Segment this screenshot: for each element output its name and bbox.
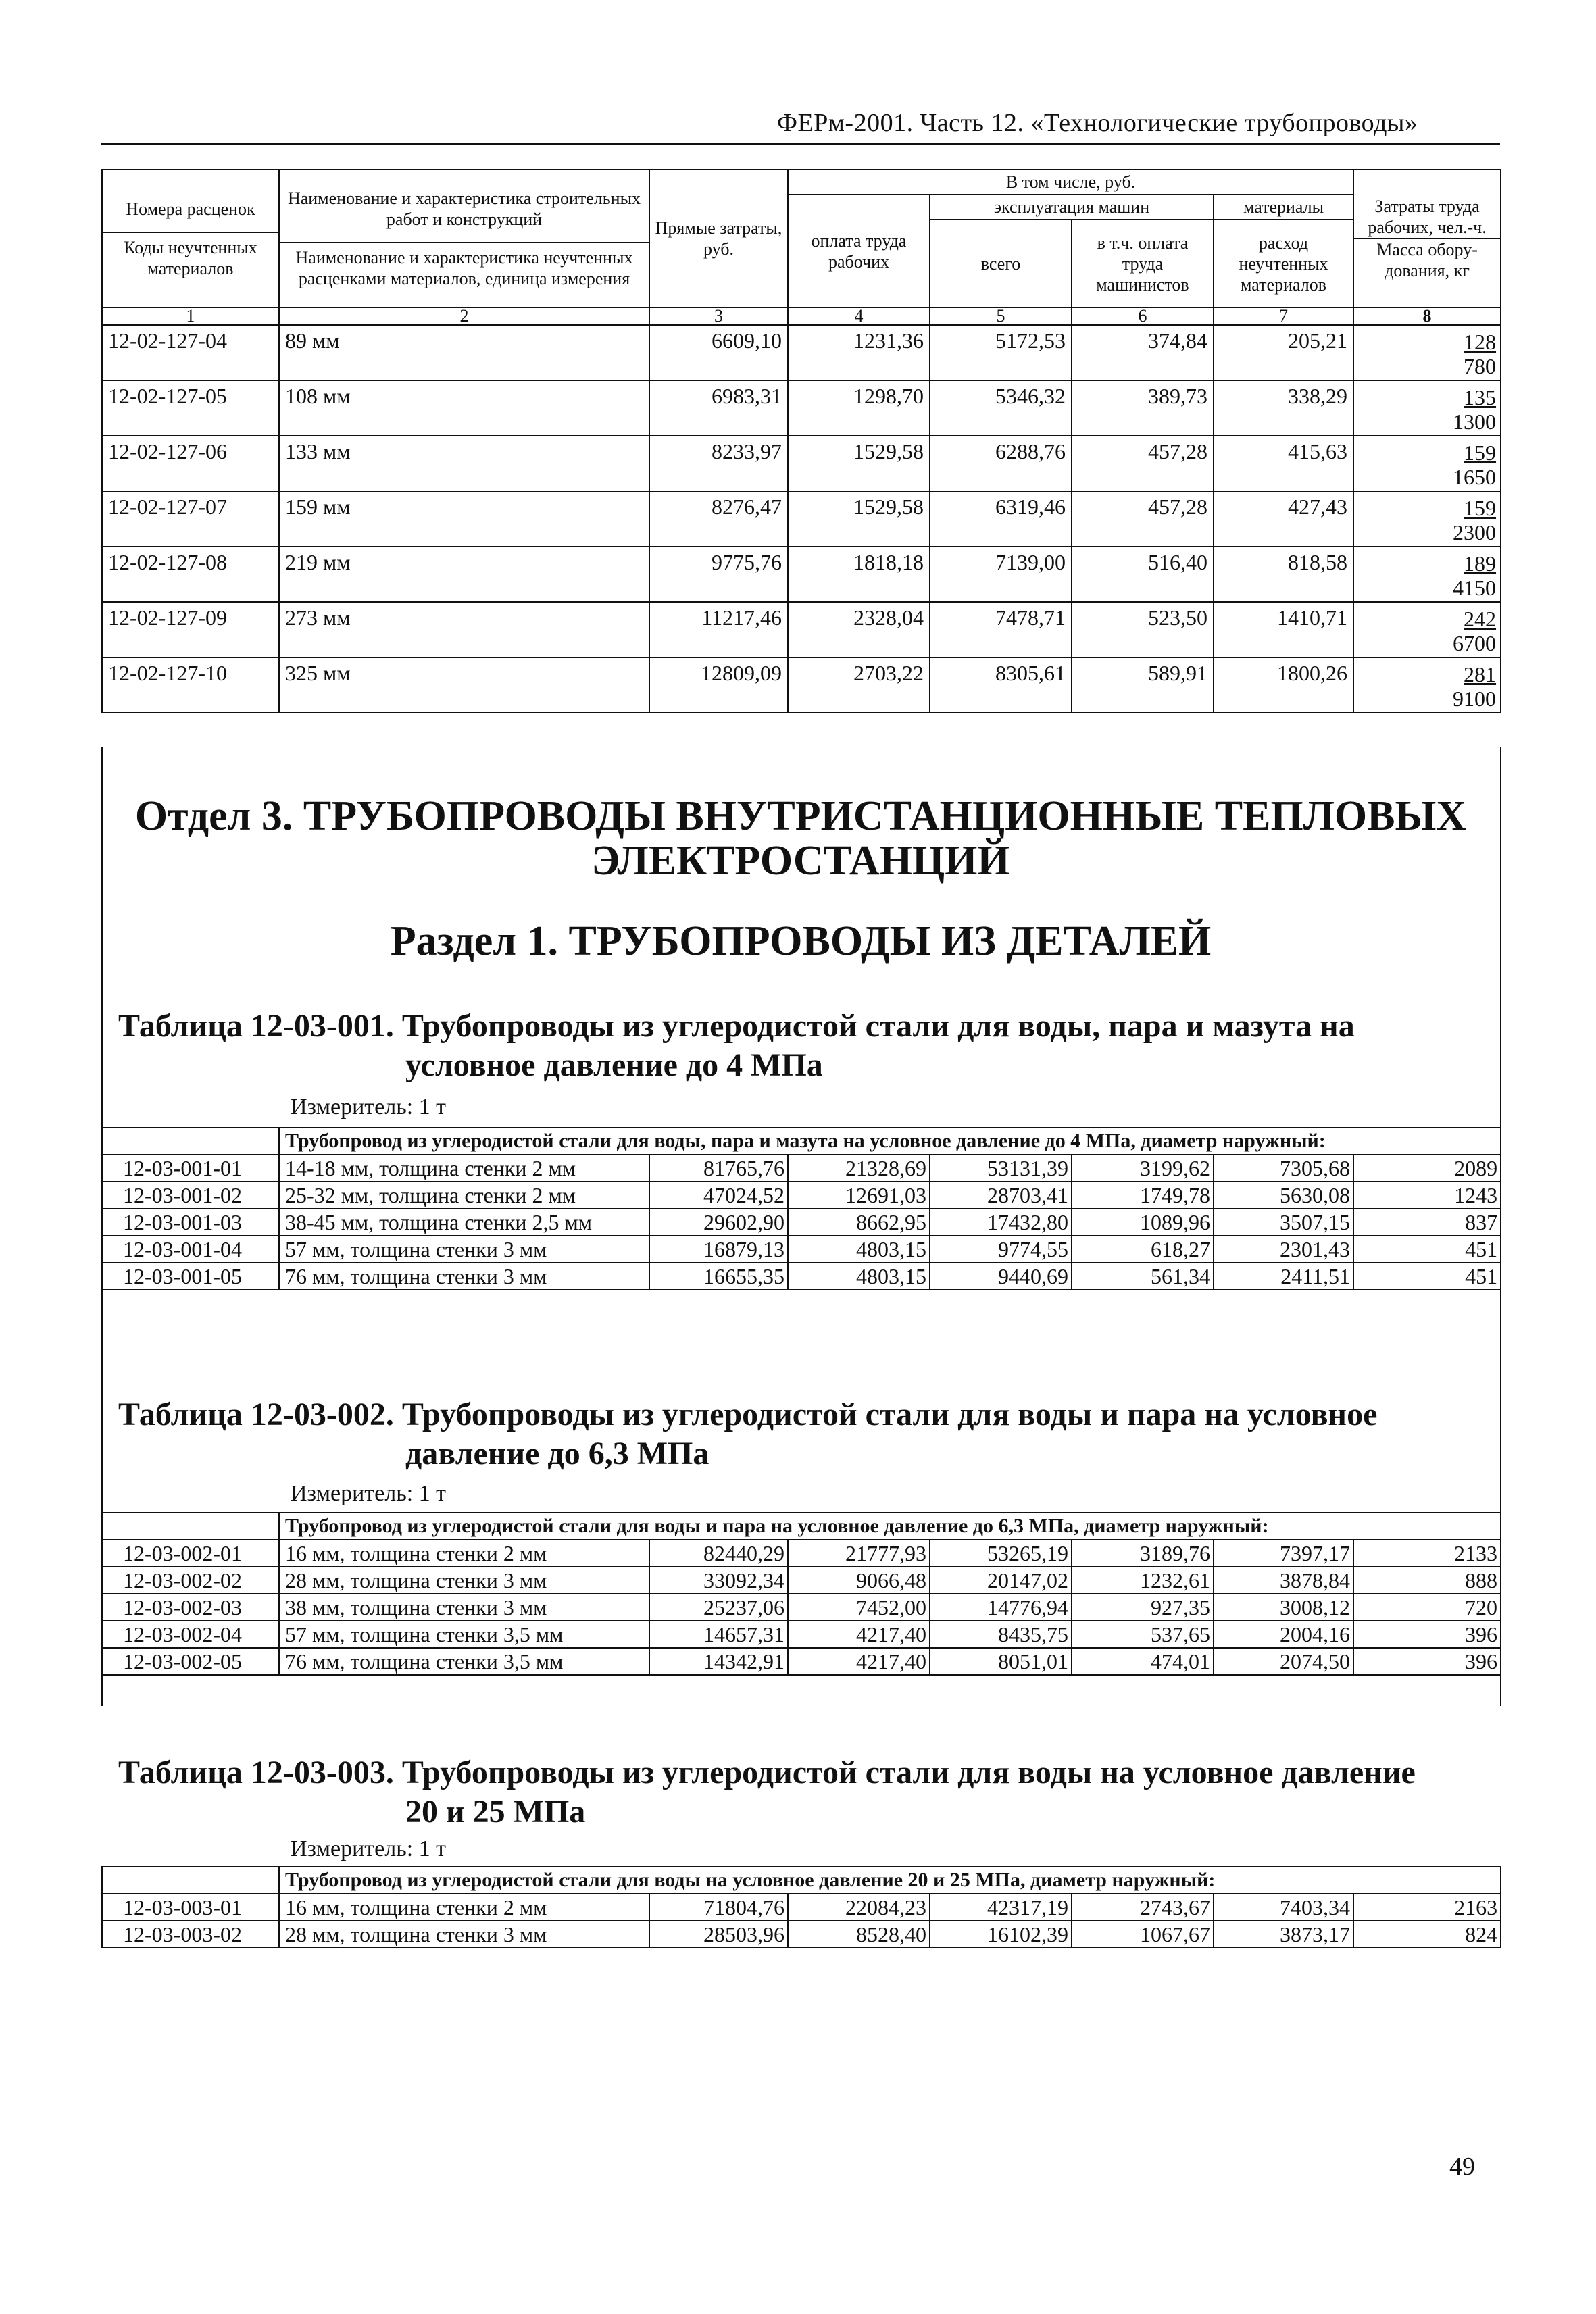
measure-003: Измеритель: 1 т [291,1836,447,1861]
direct-cost: 33092,34 [649,1567,788,1594]
worker-pay: 4803,15 [788,1236,930,1263]
rate-name: 38-45 мм, толщина стенки 2,5 мм [279,1209,649,1236]
machine-cost: 9440,69 [930,1263,1072,1290]
materials-cost: 3507,15 [1214,1209,1353,1236]
rate-name: 16 мм, толщина стенки 2 мм [279,1894,649,1921]
labor-hours: 128 [1464,330,1497,354]
direct-cost: 71804,76 [649,1894,788,1921]
materials-cost: 2004,16 [1214,1621,1353,1648]
machinist-pay: 374,84 [1072,325,1214,380]
equipment-mass: 4150 [1453,576,1497,600]
rate-code: 12-03-002-01 [102,1540,279,1567]
rate-code: 12-03-003-02 [102,1921,279,1948]
table-caption: Трубопровод из углеродистой стали для воды, пара и мазута на условное давление до 4 МПа, диаметр наружный: [279,1128,1501,1155]
machinist-pay: 516,40 [1072,547,1214,602]
machinist-pay: 457,28 [1072,436,1214,491]
table-row [102,1236,1501,1263]
table-title-002: Таблица 12-03-002. Трубопроводы из углеродистой стали для воды и пара на условное давление до 6,3 МПа [118,1397,1378,1472]
rate-name: 133 мм [279,436,649,491]
rate-code: 12-02-127-06 [102,436,279,491]
table-row [102,491,1501,547]
table-001 [101,1127,1501,1290]
table-row [102,436,1501,491]
direct-cost: 9775,76 [649,547,788,602]
worker-pay: 12691,03 [788,1182,930,1209]
rate-code: 12-03-001-01 [102,1155,279,1182]
materials-cost: 1410,71 [1214,602,1353,657]
machinist-pay: 3189,76 [1072,1540,1214,1567]
labor-hours: 451 [1353,1236,1501,1263]
table-row [102,602,1501,657]
table-row [102,1209,1501,1236]
rate-code: 12-02-127-08 [102,547,279,602]
machine-cost: 6319,46 [930,491,1072,547]
rate-name: 108 мм [279,380,649,436]
table-row [102,1182,1501,1209]
machinist-pay: 618,27 [1072,1236,1214,1263]
table-title-003: Таблица 12-03-003. Трубопроводы из углеродистой стали для воды на условное давление 20 и 25 МПа [118,1755,1416,1830]
caption-blank [102,1513,279,1540]
direct-cost: 6983,31 [649,380,788,436]
machine-cost: 16102,39 [930,1921,1072,1948]
labor-hours: 396 [1353,1648,1501,1675]
machinist-pay: 589,91 [1072,657,1214,713]
direct-cost: 25237,06 [649,1594,788,1621]
machinist-pay: 389,73 [1072,380,1214,436]
direct-cost: 28503,96 [649,1921,788,1948]
machine-cost: 17432,80 [930,1209,1072,1236]
measure-002: Измеритель: 1 т [291,1481,447,1506]
rate-code: 12-02-127-07 [102,491,279,547]
rate-code: 12-02-127-10 [102,657,279,713]
machine-cost: 5172,53 [930,325,1072,380]
caption-row [102,1867,1501,1894]
rate-code: 12-03-001-03 [102,1209,279,1236]
table-caption: Трубопровод из углеродистой стали для воды на условное давление 20 и 25 МПа, диаметр наружный: [279,1867,1501,1894]
worker-pay: 4217,40 [788,1621,930,1648]
section-title: Раздел 1. ТРУБОПРОВОДЫ ИЗ ДЕТАЛЕЙ [390,918,1212,964]
equipment-mass: 1650 [1453,465,1497,489]
table-row [102,1263,1501,1290]
machine-cost: 9774,55 [930,1236,1072,1263]
caption-row [102,1128,1501,1155]
machinist-pay: 537,65 [1072,1621,1214,1648]
machine-cost: 8435,75 [930,1621,1072,1648]
equipment-mass: 1300 [1453,409,1497,434]
header-materials-sub: расход неучтенных материалов [1214,220,1353,307]
labor-hours: 135 [1464,385,1497,409]
header-machines: эксплуатация машин [930,195,1214,220]
labor-hours: 281 [1464,662,1497,686]
labor-hours: 189 [1464,551,1497,576]
table-row [102,1921,1501,1948]
direct-cost: 14657,31 [649,1621,788,1648]
direct-cost: 29602,90 [649,1209,788,1236]
materials-cost: 338,29 [1214,380,1353,436]
worker-pay: 1529,58 [788,491,930,547]
column-number-row: 1 2 3 4 5 6 7 8 [102,307,1501,325]
rate-name: 16 мм, толщина стенки 2 мм [279,1540,649,1567]
table-row [102,1594,1501,1621]
header-names: Наименование и характеристика строительных работ и конструкций Наименование и характеристика неучтенных расценками материалов, единица измерения [279,170,649,307]
table-row [102,1621,1501,1648]
rate-code: 12-02-127-05 [102,380,279,436]
labor-hours: 888 [1353,1567,1501,1594]
machinist-pay: 927,35 [1072,1594,1214,1621]
worker-pay: 22084,23 [788,1894,930,1921]
rate-code: 12-03-003-01 [102,1894,279,1921]
machine-cost: 7478,71 [930,602,1072,657]
rate-code: 12-02-127-09 [102,602,279,657]
header-group: В том числе, руб. [788,170,1353,195]
rate-code: 12-03-001-05 [102,1263,279,1290]
page-number: 49 [1449,2153,1475,2181]
table-row [102,380,1501,436]
materials-cost: 2411,51 [1214,1263,1353,1290]
machine-cost: 28703,41 [930,1182,1072,1209]
machinist-pay: 523,50 [1072,602,1214,657]
worker-pay: 9066,48 [788,1567,930,1594]
materials-cost: 205,21 [1214,325,1353,380]
machinist-pay: 1232,61 [1072,1567,1214,1594]
labor-hours: 2133 [1353,1540,1501,1567]
direct-cost: 16879,13 [649,1236,788,1263]
machinist-pay: 561,34 [1072,1263,1214,1290]
materials-cost: 3008,12 [1214,1594,1353,1621]
direct-cost: 47024,52 [649,1182,788,1209]
materials-cost: 7403,34 [1214,1894,1353,1921]
worker-pay: 2328,04 [788,602,930,657]
rate-code: 12-03-002-02 [102,1567,279,1594]
labor-hours: 159 [1464,496,1497,520]
direct-cost: 8233,97 [649,436,788,491]
labor-hours: 451 [1353,1263,1501,1290]
table-row [102,1894,1501,1921]
machine-cost: 14776,94 [930,1594,1072,1621]
rate-name: 89 мм [279,325,649,380]
rate-name: 57 мм, толщина стенки 3,5 мм [279,1621,649,1648]
machine-cost: 20147,02 [930,1567,1072,1594]
header-rule [101,143,1500,145]
rate-name: 76 мм, толщина стенки 3 мм [279,1263,649,1290]
materials-cost: 5630,08 [1214,1182,1353,1209]
labor-mass-cell [1353,547,1501,602]
machine-cost: 53265,19 [930,1540,1072,1567]
machine-cost: 53131,39 [930,1155,1072,1182]
direct-cost: 14342,91 [649,1648,788,1675]
table-row [102,325,1501,380]
table-row [102,1648,1501,1675]
table-002 [101,1512,1501,1676]
machinist-pay: 3199,62 [1072,1155,1214,1182]
table-row [102,1540,1501,1567]
materials-cost: 3878,84 [1214,1567,1353,1594]
running-header: ФЕРм-2001. Часть 12. «Технологические трубопроводы» [777,109,1418,137]
rate-name: 57 мм, толщина стенки 3 мм [279,1236,649,1263]
table-row [102,1155,1501,1182]
direct-cost: 12809,09 [649,657,788,713]
direct-cost: 6609,10 [649,325,788,380]
header-machines-total: всего [930,220,1072,307]
rate-code: 12-03-002-04 [102,1621,279,1648]
labor-hours: 824 [1353,1921,1501,1948]
materials-cost: 2301,43 [1214,1236,1353,1263]
machinist-pay: 457,28 [1072,491,1214,547]
machinist-pay: 1089,96 [1072,1209,1214,1236]
worker-pay: 1529,58 [788,436,930,491]
worker-pay: 21328,69 [788,1155,930,1182]
equipment-mass: 2300 [1453,520,1497,545]
machinist-pay: 474,01 [1072,1648,1214,1675]
direct-cost: 16655,35 [649,1263,788,1290]
machine-cost: 8051,01 [930,1648,1072,1675]
direct-cost: 8276,47 [649,491,788,547]
machine-cost: 8305,61 [930,657,1072,713]
materials-cost: 427,43 [1214,491,1353,547]
worker-pay: 1818,18 [788,547,930,602]
worker-pay: 7452,00 [788,1594,930,1621]
caption-blank [102,1128,279,1155]
materials-cost: 818,58 [1214,547,1353,602]
labor-mass-cell [1353,325,1501,380]
machine-cost: 5346,32 [930,380,1072,436]
labor-hours: 396 [1353,1621,1501,1648]
rate-name: 159 мм [279,491,649,547]
rate-code: 12-03-002-03 [102,1594,279,1621]
rate-name: 25-32 мм, толщина стенки 2 мм [279,1182,649,1209]
header-labor: Затраты труда рабочих, чел.-ч. Масса обору-дования, кг [1353,170,1501,307]
worker-pay: 4803,15 [788,1263,930,1290]
machine-cost: 7139,00 [930,547,1072,602]
equipment-mass: 9100 [1453,686,1497,711]
direct-cost: 82440,29 [649,1540,788,1567]
header-pay: оплата труда рабочих [788,195,930,307]
table-row [102,1567,1501,1594]
labor-mass-cell [1353,436,1501,491]
materials-cost: 3873,17 [1214,1921,1353,1948]
table-003 [101,1866,1501,1948]
header-materials: материалы [1214,195,1353,220]
header-direct-costs: Прямые затраты, руб. [649,170,788,307]
rate-code: 12-03-001-04 [102,1236,279,1263]
rate-name: 28 мм, толщина стенки 3 мм [279,1567,649,1594]
header-machines-pay: в т.ч. оплата труда машинистов [1072,220,1214,307]
labor-hours: 720 [1353,1594,1501,1621]
labor-mass-cell [1353,602,1501,657]
labor-hours: 1243 [1353,1182,1501,1209]
worker-pay: 2703,22 [788,657,930,713]
worker-pay: 1298,70 [788,380,930,436]
rate-name: 273 мм [279,602,649,657]
labor-mass-cell [1353,657,1501,713]
worker-pay: 21777,93 [788,1540,930,1567]
labor-mass-cell [1353,380,1501,436]
machinist-pay: 1749,78 [1072,1182,1214,1209]
machinist-pay: 1067,67 [1072,1921,1214,1948]
rates-table-continued [101,169,1501,713]
labor-hours: 159 [1464,441,1497,465]
rate-code: 12-03-001-02 [102,1182,279,1209]
labor-hours: 837 [1353,1209,1501,1236]
direct-cost: 11217,46 [649,602,788,657]
rate-code: 12-02-127-04 [102,325,279,380]
rate-name: 14-18 мм, толщина стенки 2 мм [279,1155,649,1182]
worker-pay: 1231,36 [788,325,930,380]
machinist-pay: 2743,67 [1072,1894,1214,1921]
table-title-001: Таблица 12-03-001. Трубопроводы из углеродистой стали для воды, пара и мазута на условное давление до 4 МПа [118,1008,1355,1083]
rate-code: 12-03-002-05 [102,1648,279,1675]
table-row [102,547,1501,602]
division-title: Отдел 3. ТРУБОПРОВОДЫ ВНУТРИСТАНЦИОННЫЕ ТЕПЛОВЫХ ЭЛЕКТРОСТАНЦИЙ [134,793,1467,884]
header-codes: Номера расценок Коды неучтенных материалов [102,170,279,307]
rate-name: 219 мм [279,547,649,602]
equipment-mass: 6700 [1453,631,1497,655]
labor-hours: 2163 [1353,1894,1501,1921]
direct-cost: 81765,76 [649,1155,788,1182]
materials-cost: 7305,68 [1214,1155,1353,1182]
worker-pay: 8528,40 [788,1921,930,1948]
machine-cost: 6288,76 [930,436,1072,491]
rate-name: 76 мм, толщина стенки 3,5 мм [279,1648,649,1675]
labor-hours: 2089 [1353,1155,1501,1182]
machine-cost: 42317,19 [930,1894,1072,1921]
materials-cost: 1800,26 [1214,657,1353,713]
caption-row [102,1513,1501,1540]
worker-pay: 4217,40 [788,1648,930,1675]
measure-001: Измеритель: 1 т [291,1095,447,1120]
materials-cost: 2074,50 [1214,1648,1353,1675]
table-caption: Трубопровод из углеродистой стали для воды и пара на условное давление до 6,3 МПа, диаметр наружный: [279,1513,1501,1540]
rate-name: 38 мм, толщина стенки 3 мм [279,1594,649,1621]
rate-name: 325 мм [279,657,649,713]
rate-name: 28 мм, толщина стенки 3 мм [279,1921,649,1948]
labor-mass-cell [1353,491,1501,547]
table-row [102,657,1501,713]
materials-cost: 415,63 [1214,436,1353,491]
labor-hours: 242 [1464,607,1497,631]
caption-blank [102,1867,279,1894]
equipment-mass: 780 [1464,354,1497,378]
materials-cost: 7397,17 [1214,1540,1353,1567]
worker-pay: 8662,95 [788,1209,930,1236]
